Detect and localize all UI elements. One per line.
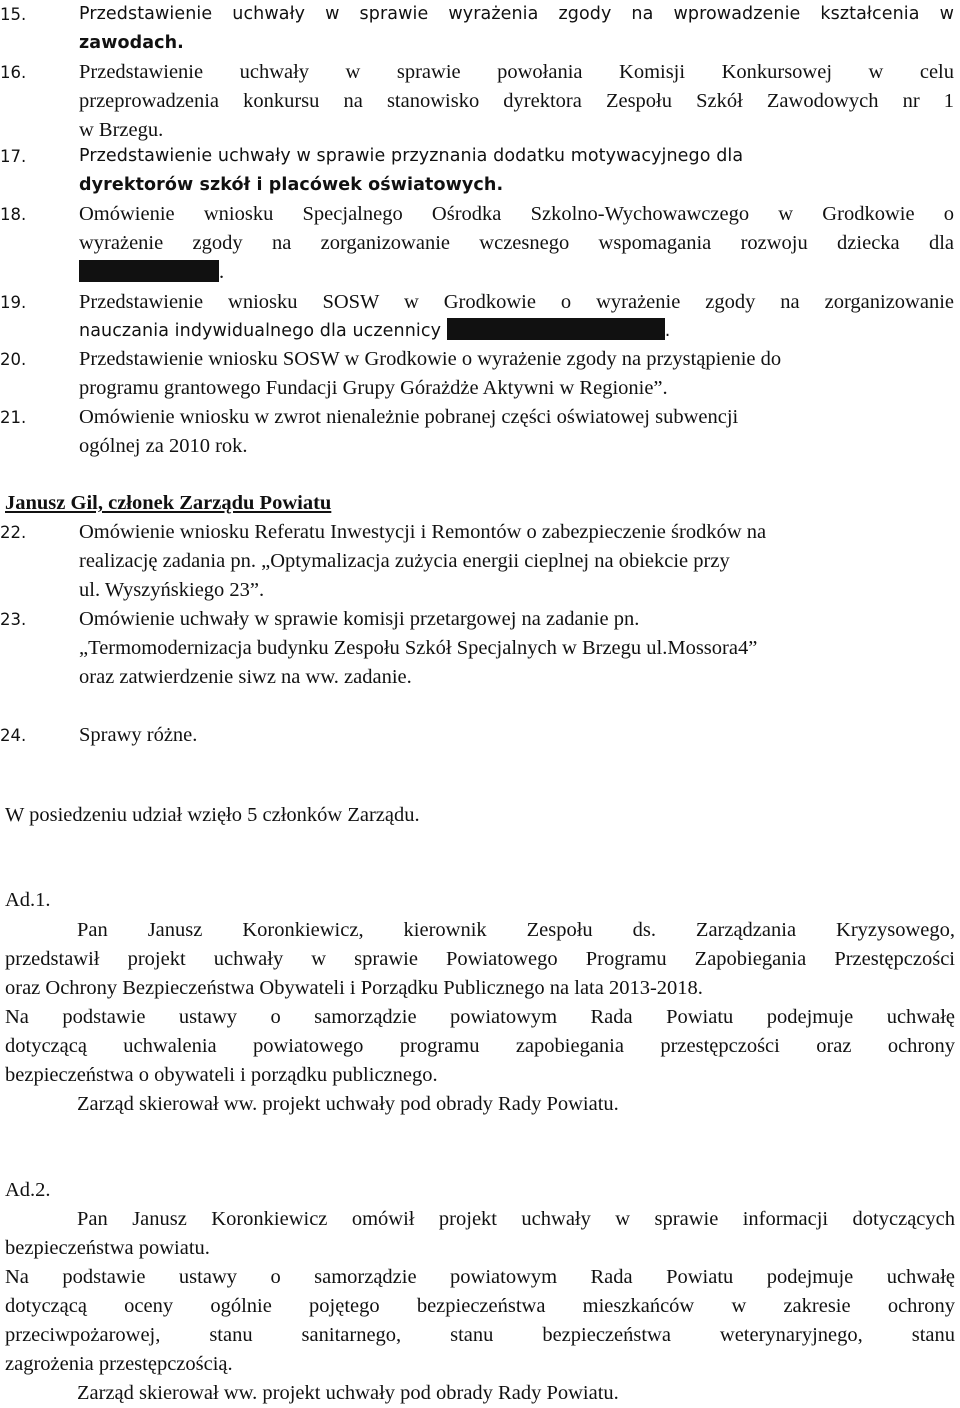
ad1-line: Na podstawie ustawy o samorządzie powiatowym Rada Powiatu podejmuje uchwałę xyxy=(5,1006,955,1028)
section-heading: Janusz Gil, członek Zarządu Powiatu xyxy=(5,492,332,514)
ad2-paragraph xyxy=(5,1205,955,1408)
ad2-label: Ad.2. xyxy=(5,1179,51,1201)
agenda-line: zawodach. xyxy=(79,33,184,53)
ad1-line: Pan Janusz Koronkiewicz, kierownik Zespołu ds. Zarządzania Kryzysowego, xyxy=(77,919,955,941)
ad1-line: dotyczącą uchwalenia powiatowego programu zapobiegania przestępczości oraz ochrony xyxy=(5,1035,955,1057)
agenda-line: przeprowadzenia konkursu na stanowisko dyrektora Zespołu Szkół Zawodowych nr 1 xyxy=(79,90,954,112)
agenda-line: oraz zatwierdzenie siwz na ww. zadanie. xyxy=(79,666,412,688)
agenda-line: wyrażenie zgody na zorganizowanie wczesnego wspomagania rozwoju dziecka dla xyxy=(79,232,954,254)
agenda-line: Przedstawienie uchwały w sprawie przyznania dodatku motywacyjnego dla xyxy=(79,146,744,166)
ad1-line: przedstawił projekt uchwały w sprawie Powiatowego Programu Zapobiegania Przestępczości xyxy=(5,948,955,970)
agenda-line: . xyxy=(79,258,954,287)
ad2-line: Zarząd skierował ww. projekt uchwały pod obrady Rady Powiatu. xyxy=(77,1382,619,1404)
ad1-label: Ad.1. xyxy=(5,889,51,911)
agenda-line: nauczania indywidualnego dla uczennicy . xyxy=(79,317,954,346)
redaction-block xyxy=(79,260,219,282)
ad2-line: Na podstawie ustawy o samorządzie powiatowym Rada Powiatu podejmuje uchwałę xyxy=(5,1266,955,1288)
agenda-line: ogólnej za 2010 rok. xyxy=(79,435,248,457)
agenda-line: Przedstawienie uchwały w sprawie powołania Komisji Konkursowej w celu xyxy=(79,61,954,83)
agenda-line: Omówienie uchwały w sprawie komisji przetargowej na zadanie pn. xyxy=(79,608,640,630)
agenda-line: programu grantowego Fundacji Grupy Górażdże Aktywni w Regionie”. xyxy=(79,377,668,399)
ad2-line: zagrożenia przestępczością. xyxy=(5,1353,233,1375)
agenda-line: Omówienie wniosku Referatu Inwestycji i Remontów o zabezpieczenie środków na xyxy=(79,521,767,543)
ad1-line: oraz Ochrony Bezpieczeństwa Obywateli i Porządku Publicznego na lata 2013-2018. xyxy=(5,977,703,999)
agenda-number: 22. xyxy=(0,523,27,542)
agenda-line: Sprawy różne. xyxy=(79,724,198,746)
ad2-line: dotyczącą oceny ogólnie pojętego bezpieczeństwa mieszkańców w zakresie ochrony xyxy=(5,1295,955,1317)
agenda-line: Przedstawienie wniosku SOSW w Grodkowie o wyrażenie zgody na przystąpienie do xyxy=(79,348,782,370)
ad2-line: przeciwpożarowej, stanu sanitarnego, stanu bezpieczeństwa weterynaryjnego, stanu xyxy=(5,1324,955,1346)
agenda-number: 19. xyxy=(0,293,27,312)
agenda-number: 24. xyxy=(0,726,27,745)
agenda-number: 17. xyxy=(0,147,27,166)
attendance-note: W posiedzeniu udział wzięło 5 członków Zarządu. xyxy=(5,804,420,826)
agenda-number: 23. xyxy=(0,610,27,629)
ad2-line: bezpieczeństwa powiatu. xyxy=(5,1237,210,1259)
ad1-line: Zarząd skierował ww. projekt uchwały pod obrady Rady Powiatu. xyxy=(77,1093,619,1115)
agenda-line: Przedstawienie wniosku SOSW w Grodkowie o wyrażenie zgody na zorganizowanie xyxy=(79,291,954,313)
agenda-number: 15. xyxy=(0,5,27,24)
agenda-line: Przedstawienie uchwały w sprawie wyrażenia zgody na wprowadzenie kształcenia w xyxy=(79,4,954,24)
agenda-line: Omówienie wniosku Specjalnego Ośrodka Szkolno-Wychowawczego w Grodkowie o xyxy=(79,203,954,225)
agenda-number: 20. xyxy=(0,350,27,369)
agenda-line: Omówienie wniosku w zwrot nienależnie pobranej części oświatowej subwencji xyxy=(79,406,739,428)
agenda-line: „Termomodernizacja budynku Zespołu Szkół Specjalnych w Brzegu ul.Mossora4” xyxy=(79,637,758,659)
ad1-line: bezpieczeństwa o obywateli i porządku publicznego. xyxy=(5,1064,438,1086)
agenda-line: realizację zadania pn. „Optymalizacja zużycia energii cieplnej na obiekcie przy xyxy=(79,550,730,572)
ad2-line: Pan Janusz Koronkiewicz omówił projekt uchwały w sprawie informacji dotyczących xyxy=(77,1208,955,1230)
agenda-line: dyrektorów szkół i placówek oświatowych. xyxy=(79,175,504,195)
agenda-number: 21. xyxy=(0,408,27,427)
agenda-line: w Brzegu. xyxy=(79,119,164,141)
agenda-number: 16. xyxy=(0,63,27,82)
redaction-block xyxy=(447,318,665,340)
agenda-line: ul. Wyszyńskiego 23”. xyxy=(79,579,265,601)
agenda-number: 18. xyxy=(0,205,27,224)
ad1-paragraph xyxy=(5,916,955,1119)
